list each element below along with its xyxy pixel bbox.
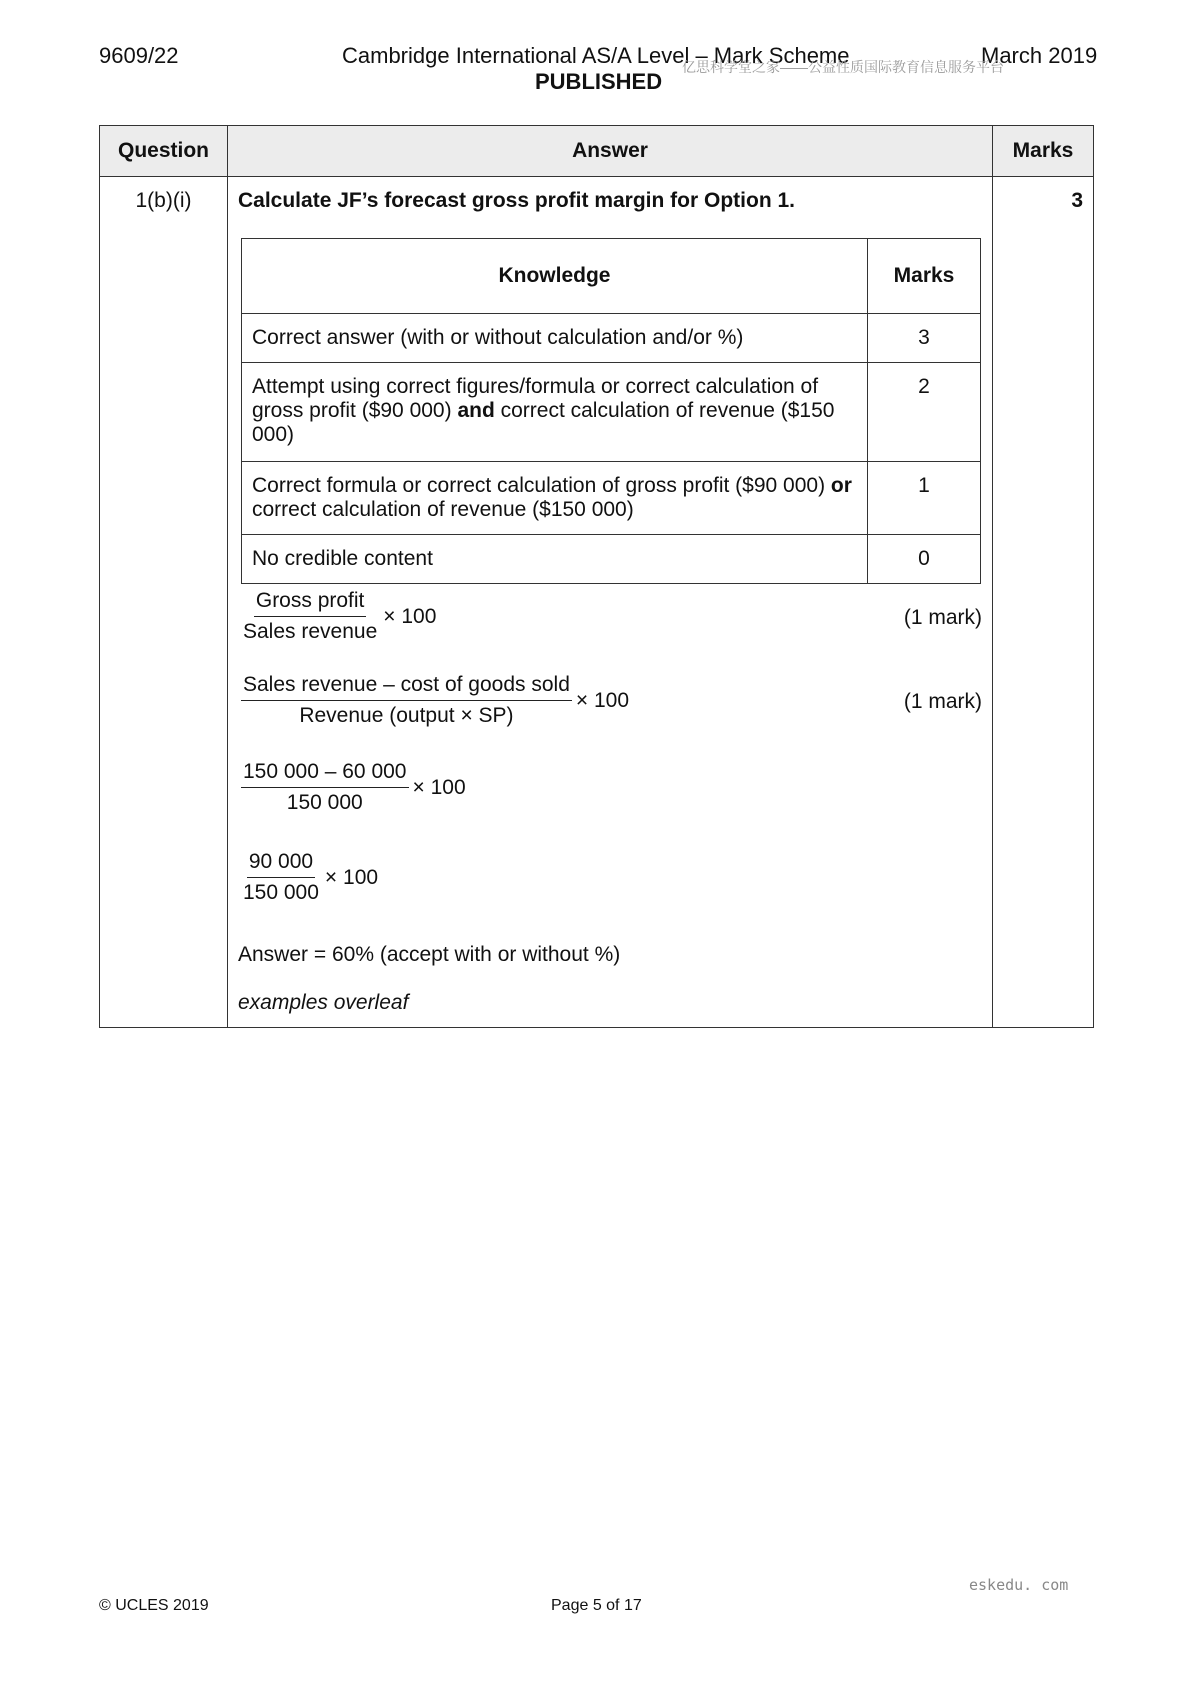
final-answer: Answer = 60% (accept with or without %) bbox=[238, 943, 621, 966]
knowledge-row bbox=[242, 363, 981, 462]
mark-award: (1 mark) bbox=[903, 606, 982, 629]
question-marks: 3 bbox=[993, 177, 1094, 1028]
published-label: PUBLISHED bbox=[535, 69, 663, 94]
page-number: Page 5 of 17 bbox=[551, 1597, 642, 1614]
mark-award: (1 mark) bbox=[903, 690, 982, 713]
times-hundred: × 100 bbox=[412, 775, 466, 799]
paper-code: 9609/22 bbox=[99, 43, 179, 68]
calculation-step bbox=[241, 760, 466, 815]
knowledge-table bbox=[241, 238, 981, 584]
answer-cell bbox=[228, 177, 993, 1028]
knowledge-text: Correct formula or correct calculation of gross profit ($90 000) or correct calculation of revenue ($150 000) bbox=[242, 462, 868, 535]
site-watermark: eskedu. com bbox=[969, 1576, 1069, 1594]
document-title: Cambridge International AS/A Level – Mark Scheme bbox=[342, 43, 850, 68]
calculation-step bbox=[241, 850, 378, 905]
fraction-denominator: Revenue (output × SP) bbox=[299, 704, 514, 727]
question-number: 1(b)(i) bbox=[100, 177, 228, 1028]
answer-header: Answer bbox=[228, 126, 993, 177]
table-header-row bbox=[100, 126, 1094, 177]
exam-date: March 2019 bbox=[981, 43, 1098, 68]
marks-header: Marks bbox=[993, 126, 1094, 177]
knowledge-text: No credible content bbox=[242, 535, 868, 584]
formula-expanded bbox=[241, 673, 629, 728]
watermark-text: 亿思科学堂之家——公益性质国际教育信息服务平台 bbox=[682, 59, 1004, 75]
knowledge-row bbox=[242, 462, 981, 535]
times-hundred: × 100 bbox=[324, 865, 379, 889]
knowledge-text: Attempt using correct figures/formula or correct calculation of gross profit ($90 000) and correct calculation of revenue ($150 000) bbox=[242, 363, 868, 462]
times-hundred: × 100 bbox=[383, 604, 437, 628]
fraction-numerator: 90 000 bbox=[247, 850, 315, 878]
knowledge-header: Knowledge bbox=[242, 239, 868, 314]
knowledge-mark: 3 bbox=[868, 314, 981, 363]
knowledge-text: Correct answer (with or without calculation and/or %) bbox=[242, 314, 868, 363]
knowledge-marks-header: Marks bbox=[868, 239, 981, 314]
overleaf-note: examples overleaf bbox=[238, 991, 409, 1014]
question-header: Question bbox=[100, 126, 228, 177]
question-prompt: Calculate JF’s forecast gross profit margin for Option 1. bbox=[238, 189, 795, 212]
fraction-numerator: Gross profit bbox=[254, 589, 367, 617]
times-hundred: × 100 bbox=[575, 688, 630, 712]
knowledge-row bbox=[242, 535, 981, 584]
fraction-numerator: Sales revenue – cost of goods sold bbox=[241, 673, 572, 701]
knowledge-mark: 1 bbox=[868, 462, 981, 535]
fraction-denominator: 150 000 bbox=[286, 791, 363, 814]
fraction-numerator: 150 000 – 60 000 bbox=[241, 760, 409, 788]
knowledge-mark: 0 bbox=[868, 535, 981, 584]
knowledge-mark: 2 bbox=[868, 363, 981, 462]
mark-scheme-table bbox=[99, 125, 1094, 1028]
fraction-denominator: 150 000 bbox=[243, 881, 319, 904]
fraction-denominator: Sales revenue bbox=[243, 620, 378, 643]
formula-gross-profit-margin bbox=[241, 589, 436, 644]
knowledge-header-row bbox=[242, 239, 981, 314]
knowledge-row bbox=[242, 314, 981, 363]
copyright: © UCLES 2019 bbox=[99, 1597, 209, 1614]
table-row bbox=[100, 177, 1094, 1028]
